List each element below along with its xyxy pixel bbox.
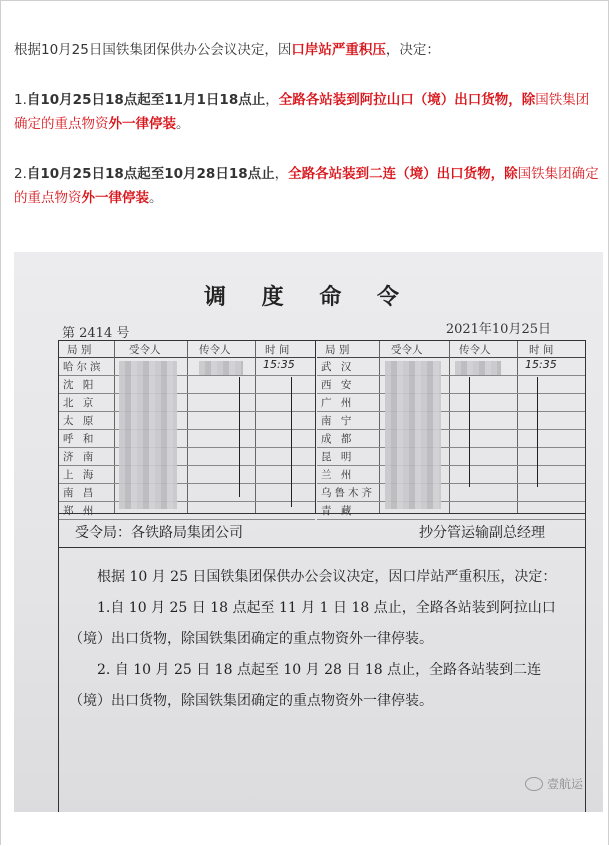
bureau-name: 上 海: [63, 469, 97, 481]
intro-text: ，决定：: [385, 42, 440, 58]
table-row: [59, 484, 315, 502]
table-row: [317, 484, 585, 502]
order-paragraph-1: 根据 10 月 25 日国铁集团保供办公会议决定，因口岸站严重积压，决定：: [97, 569, 557, 585]
watermark: [525, 775, 583, 792]
order-body: [58, 548, 586, 812]
table-row: [317, 358, 585, 376]
bureau-name: 济 南: [63, 451, 97, 463]
table-header: [317, 341, 585, 358]
intro-bold: 自10月25日18点起至10月28日18点止: [26, 166, 275, 182]
document-title: 调 度 命 令: [204, 284, 413, 310]
table-right-half: [317, 341, 585, 517]
table-row: [59, 394, 315, 412]
table-row: [59, 430, 315, 448]
distribution-table: [58, 340, 586, 517]
signature-stroke: [291, 377, 292, 507]
table-row: [59, 376, 315, 394]
time-value: 15:35: [263, 358, 295, 371]
signature-stroke: [239, 377, 240, 497]
time-value: 15:35: [525, 358, 557, 371]
order-paragraph-2: 1.自 10 月 25 日 18 点起至 11 月 1 日 18 点止，全路各站装到阿拉山口（境）出口货物，除国铁集团确定的重点物资外一律停装。: [69, 600, 556, 647]
intro-text: ，: [265, 92, 279, 108]
table-row: [317, 376, 585, 394]
table-row: [59, 358, 315, 376]
left-rows: [59, 358, 315, 517]
bureau-name: 北 京: [63, 397, 97, 409]
table-row: [317, 412, 585, 430]
bureau-name: 青 藏: [321, 505, 355, 517]
order-paragraph-3: 2. 自 10 月 25 日 18 点起至 10 月 28 日 18 点止，全路各站装到二连（境）出口货物，除国铁集团确定的重点物资外一律停装。: [69, 662, 542, 709]
intro-text: 。: [149, 190, 163, 206]
intro-paragraph-1: [14, 88, 599, 136]
header-time: 时 间: [265, 344, 290, 356]
receiver-row: [58, 514, 586, 548]
document-date: 2021年10月25日: [445, 322, 551, 337]
table-row: [317, 466, 585, 484]
intro-highlight: 全路各站装到二连（境）出口货物，除: [288, 166, 518, 182]
intro-text: 1.: [14, 92, 27, 108]
intro-text: ，: [274, 166, 289, 182]
intro-red-text: 国铁集团确定的重点物资: [14, 166, 599, 206]
bureau-name: 西 安: [321, 379, 355, 391]
intro-text: 。: [176, 116, 190, 132]
receiver-bureau: 受令局：各铁路局集团公司: [75, 525, 243, 541]
cc-line: 抄分管运输副总经理: [419, 525, 545, 541]
table-row: [317, 394, 585, 412]
bureau-name: 武 汉: [321, 361, 355, 373]
redacted-names: [455, 361, 501, 375]
redacted-names: [119, 361, 177, 509]
document-number: 第 2414 号: [62, 326, 130, 341]
redacted-names: [199, 361, 243, 375]
header-bureau: 局 别: [67, 344, 92, 356]
header-receiver: 受令人: [391, 344, 423, 356]
header-receiver: 受令人: [129, 344, 161, 356]
header-time: 时 间: [529, 344, 554, 356]
intro-highlight: 全路各站装到阿拉山口（境）出口货物，除: [278, 92, 536, 108]
table-row: [59, 448, 315, 466]
header-relayer: 传令人: [459, 344, 491, 356]
table-row: [317, 448, 585, 466]
bureau-name: 乌鲁木齐: [321, 487, 375, 499]
intro-highlight: 外一律停装: [81, 190, 149, 206]
table-row: [59, 412, 315, 430]
bureau-name: 广 州: [321, 397, 355, 409]
article-intro: [14, 38, 599, 236]
bureau-name: 南 昌: [63, 487, 97, 499]
bureau-name: 南 宁: [321, 415, 355, 427]
bureau-name: 郑 州: [63, 505, 97, 517]
wechat-icon: [525, 777, 543, 791]
intro-paragraph-2: [14, 162, 599, 210]
bureau-name: 兰 州: [321, 469, 355, 481]
intro-text: 根据10月25日国铁集团保供办公会议决定，因: [14, 42, 292, 58]
intro-highlight: 口岸站严重积压: [291, 42, 386, 58]
bureau-name: 成 都: [321, 433, 355, 445]
intro-paragraph-0: [14, 38, 599, 62]
intro-text: 2.: [14, 166, 27, 182]
bureau-name: 太 原: [63, 415, 97, 427]
bureau-name: 昆 明: [321, 451, 355, 463]
redacted-names: [385, 361, 441, 509]
right-rows: [317, 358, 585, 517]
intro-red-text: 国铁集团确定的重点物资: [14, 92, 590, 132]
signature-stroke: [469, 377, 470, 487]
bureau-name: 呼 和: [63, 433, 97, 445]
table-row: [59, 466, 315, 484]
table-row: [317, 430, 585, 448]
header-relayer: 传令人: [199, 344, 231, 356]
intro-highlight: 外一律停装: [108, 116, 176, 132]
bureau-name: 哈尔滨: [63, 361, 104, 373]
dispatch-order-photo: [14, 252, 603, 812]
header-bureau: 局 别: [325, 344, 350, 356]
signature-stroke: [537, 377, 538, 487]
intro-bold: 自10月25日18点起至11月1日18点止: [26, 92, 266, 108]
table-left-half: [59, 341, 316, 517]
bureau-name: 沈 阳: [63, 379, 97, 391]
watermark-text: 壹航运: [546, 777, 583, 791]
paper-sheet: [14, 252, 603, 812]
